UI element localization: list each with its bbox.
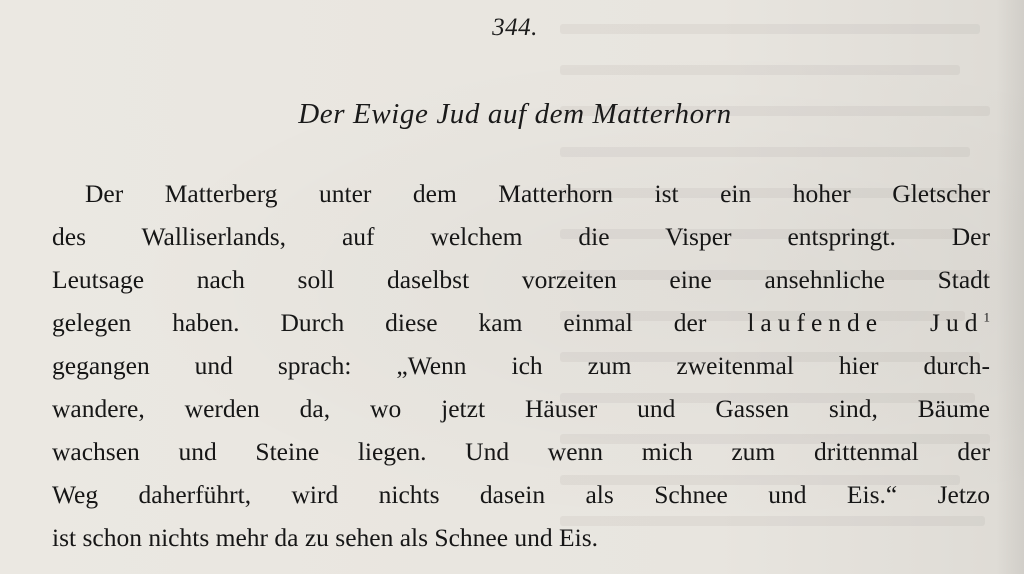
text-line: gegangen und sprach: „Wenn ich zum zweitenmal hier durch- bbox=[52, 351, 990, 380]
page-number: 344. bbox=[492, 14, 538, 41]
text-line: wachsen und Steine liegen. Und wenn mich zum drittenmal der bbox=[52, 437, 990, 466]
text-line: Der Matterberg unter dem Matterhorn ist ein hoher Gletscher bbox=[85, 179, 990, 208]
text-line-start: gelegen haben. Durch diese kam einmal der bbox=[52, 308, 748, 337]
story-body bbox=[52, 172, 990, 559]
text-line: wandere, werden da, wo jetzt Häuser und Gassen sind, Bäume bbox=[52, 394, 990, 423]
text-line: Weg daherführt, wird nichts dasein als Schnee und Eis.“ Jetzo bbox=[52, 480, 990, 509]
text-line bbox=[52, 301, 990, 344]
text-line: ist schon nichts mehr da zu sehen als Schnee und Eis. bbox=[52, 523, 599, 552]
story-title: Der Ewige Jud auf dem Matterhorn bbox=[298, 98, 732, 130]
page-edge-shadow bbox=[996, 0, 1024, 574]
emphasized-spaced-text: laufende Jud bbox=[747, 308, 984, 337]
footnote-mark: 1 bbox=[983, 309, 990, 325]
text-line: des Walliserlands, auf welchem die Visper entspringt. Der bbox=[52, 222, 990, 251]
text-line: Leutsage nach soll daselbst vorzeiten eine ansehnliche Stadt bbox=[52, 265, 990, 294]
